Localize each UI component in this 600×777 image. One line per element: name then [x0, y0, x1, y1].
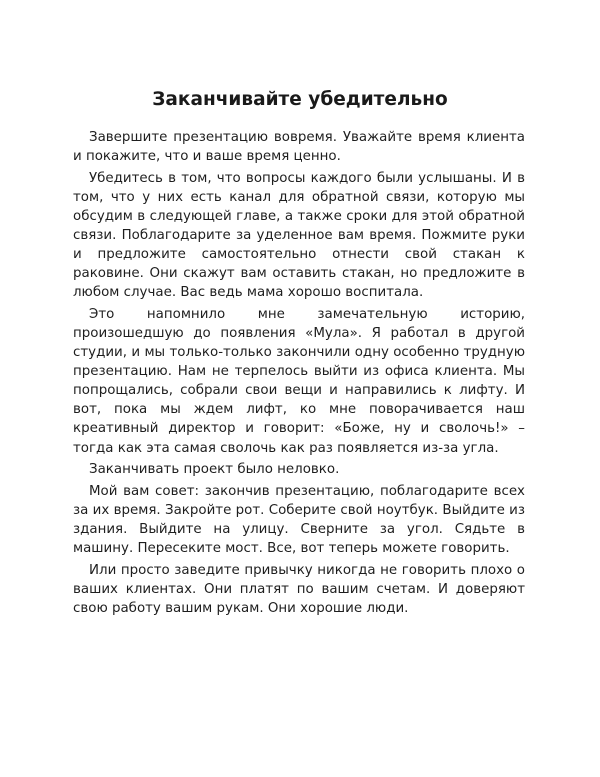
- chapter-title: Заканчивайте убедительно: [152, 89, 448, 110]
- paragraph: Или просто заведите привычку никогда не говорить плохо о ваших клиентах. Они платят по вашим счетам. И доверяют свою работу вашим рукам. Они хорошие люди.: [73, 562, 525, 616]
- chapter-body: [73, 128, 525, 618]
- paragraph: Мой вам совет: закончив презентацию, поблагодарите всех за их время. Закройте рот. Соберите свой ноутбук. Выйдите из здания. Выйдите на улицу. Сверните за угол. Сядьте в машину. Пересеките мост. Все, вот теперь можете говорить.: [73, 483, 525, 556]
- paragraph: Убедитесь в том, что вопросы каждого были услышаны. И в том, что у них есть канал для обратной связи, которую мы обсудим в следующей главе, а также сроки для этой обратной связи. Поблагодарите за уделенное вам время. Пожмите руки и предложите самостоятельно отнести свой стакан к раковине. Они скажут вам оставить стакан, но предложите в любом случае. Вас ведь мама хорошо воспитала.: [73, 170, 525, 301]
- paragraph: Это напомнило мне замечательную историю, произошедшую до появления «Мула». Я работал в другой студии, и мы только-только закончили одну особенно трудную презентацию. Нам не терпелось выйти из офиса клиента. Мы попрощались, собрали свои вещи и направились к лифту. И вот, пока мы ждем лифт, ко мне поворачивается наш креативный директор и говорит: «Боже, ну и сволочь!» – тогда как эта самая сволочь как раз появляется из-за угла.: [73, 306, 525, 456]
- paragraph: Заканчивать проект было неловко.: [89, 462, 340, 478]
- paragraph: Завершите презентацию вовремя. Уважайте время клиента и покажите, что и ваше время ценно.: [73, 130, 525, 165]
